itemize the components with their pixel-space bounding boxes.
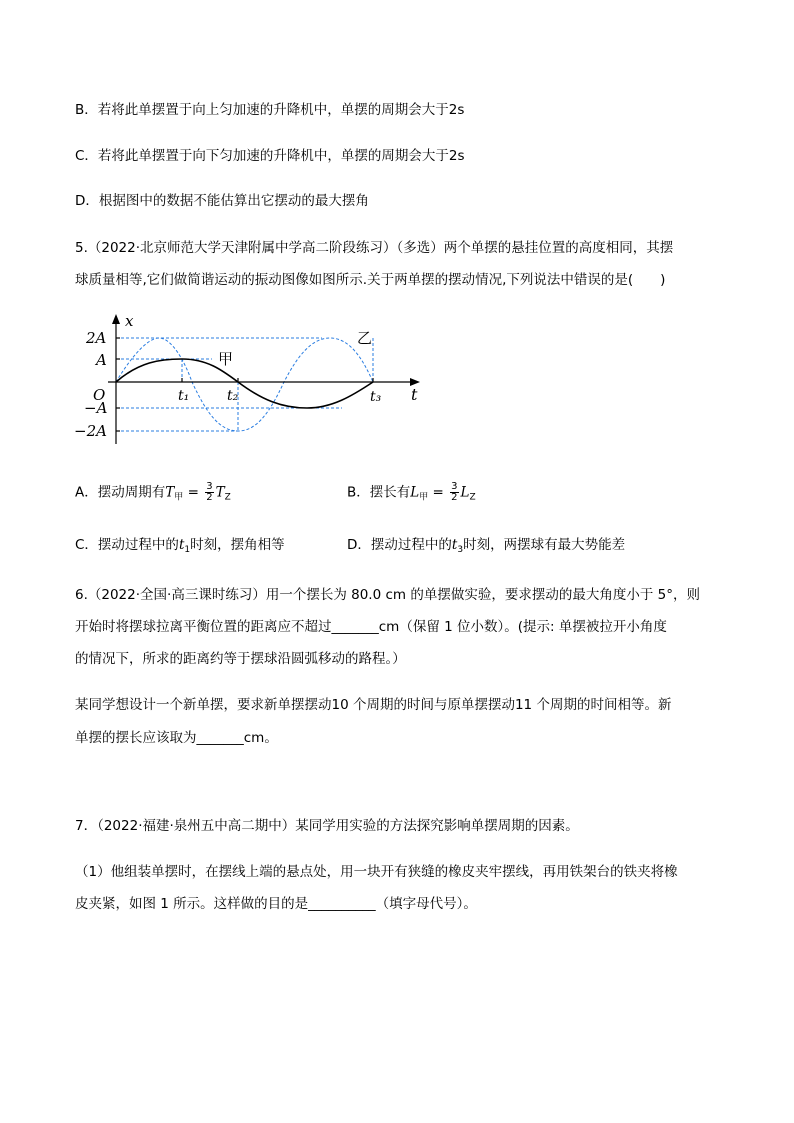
question-7-line2: （1）他组装单摆时，在摆线上端的悬点处，用一块开有狭缝的橡皮夹牢摆线，再用铁架台的铁夹将橡 (75, 864, 678, 880)
question-6-line4: 某同学想设计一个新单摆，要求新单摆摆动10 个周期的时间与原单摆摆动11 个周期的时间相等。新 (75, 697, 672, 713)
question-6-line3: 的情况下，所求的距离约等于摆球沿圆弧移动的路程。） (75, 651, 406, 667)
question-7-line1: 7．（2022·福建·泉州五中高二期中）某同学用实验的方法探究影响单摆周期的因素。 (75, 818, 579, 834)
guide-lines (116, 338, 373, 431)
question-7-line3: 皮夹紧，如图 1 所示。这样做的目的是__________（填字母代号）。 (75, 896, 477, 912)
curve-label-yi: 乙 (357, 329, 373, 347)
t-axis-label: t (411, 385, 418, 404)
tick-a: A (96, 351, 107, 369)
question-6-line2: 开始时将摆球拉离平衡位置的距离应不超过_______cm（保留 1 位小数）。(提示: 单摆被拉开小角度 (75, 619, 667, 635)
origin-label: O (93, 386, 106, 404)
option-5a: A．摆动周期有$T_甲$ = $\frac{3}{2}$ $T_Z$ (75, 481, 231, 503)
tick-2a: 2A (86, 329, 107, 347)
tick-neg-2a: −2A (74, 422, 107, 440)
oscillation-graph (72, 312, 432, 452)
option-4c: C．若将此单摆置于向下匀加速的升降机中，单摆的周期会大于2s (75, 148, 465, 164)
option-5d: D．摆动过程中的$t_3$时刻，两摆球有最大势能差 (347, 537, 626, 555)
curve-label-jia: 甲 (218, 350, 234, 368)
option-5b: B．摆长有$L_甲$ = $\frac{3}{2}$ $L_Z$ (347, 481, 476, 503)
tick-t2: t₂ (227, 388, 239, 404)
curve-jia (116, 359, 373, 408)
option-4b: B．若将此单摆置于向上匀加速的升降机中，单摆的周期会大于2s (75, 102, 465, 118)
question-5-stem-line2: 球质量相等,它们做简谐运动的振动图像如图所示.关于两单摆的摆动情况,下列说法中错误的是( ) (75, 272, 666, 288)
tick-t3: t₃ (370, 389, 382, 405)
question-6-line5: 单摆的摆长应该取为_______cm。 (75, 730, 278, 746)
option-5c: C．摆动过程中的$t_1$时刻，摆角相等 (75, 537, 285, 555)
tick-neg-a: −A (84, 399, 108, 417)
option-4d: D．根据图中的数据不能估算出它摆动的最大摆角 (75, 193, 369, 209)
x-axis-label: x (125, 312, 134, 330)
tick-t1: t₁ (178, 388, 190, 404)
question-6-line1: 6.（2022·全国·高三课时练习）用一个摆长为 80.0 cm 的单摆做实验，要求摆动的最大角度小于 5°，则 (75, 587, 700, 603)
question-5-stem-line1: 5.（2022·北京师范大学天津附属中学高二阶段练习）（多选）两个单摆的悬挂位置的高度相同，其摆 (75, 240, 674, 256)
